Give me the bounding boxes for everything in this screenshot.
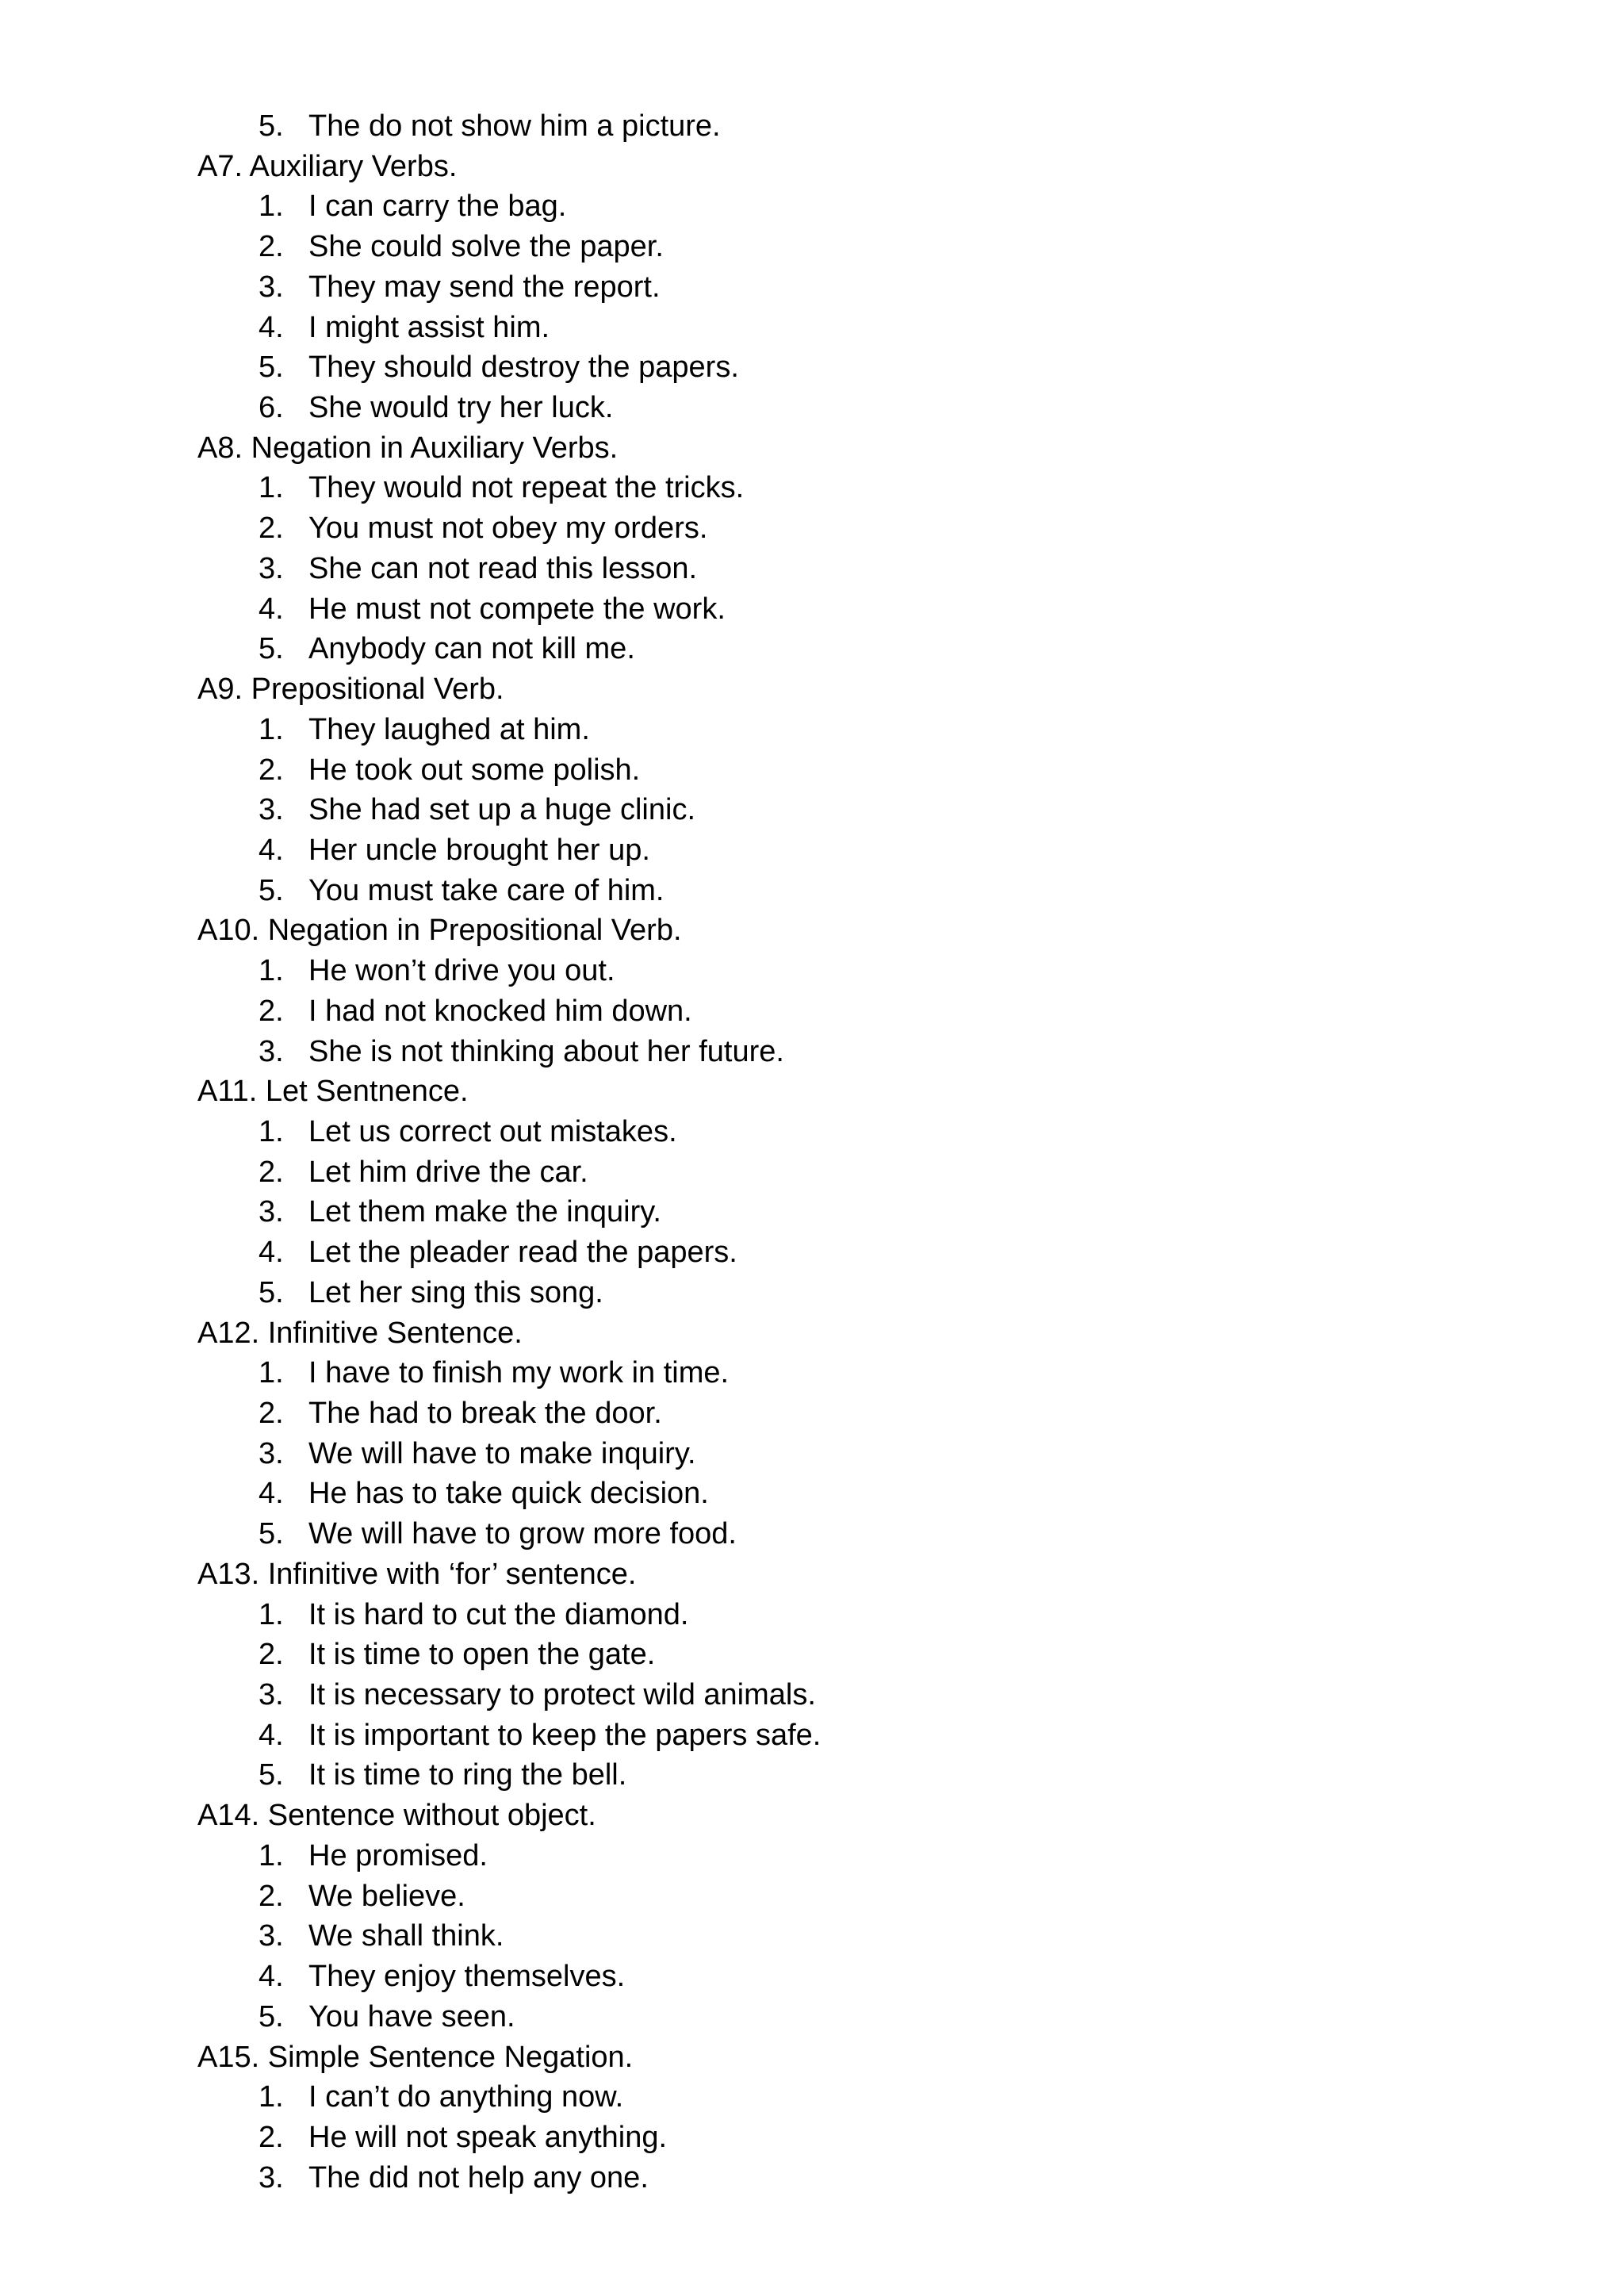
- list-item-number: 1.: [259, 1114, 284, 1148]
- list-item-number: 3.: [259, 793, 284, 827]
- list-item: [0, 1876, 1624, 1917]
- list-item-number: 2.: [259, 230, 284, 264]
- section-heading: A10. Negation in Prepositional Verb.: [197, 914, 682, 948]
- list-item-number: 2.: [259, 512, 284, 546]
- list-item-text: The had to break the door.: [308, 1397, 662, 1430]
- list-item-text: She can not read this lesson.: [308, 551, 698, 585]
- list-item-text: You must not obey my orders.: [308, 512, 708, 546]
- list-item-text: They enjoy themselves.: [308, 1960, 626, 1994]
- list-item: [0, 468, 1624, 508]
- list-item-text: Her uncle brought her up.: [308, 833, 650, 867]
- list-item: [0, 106, 1624, 147]
- section-heading: A9. Prepositional Verb.: [197, 673, 504, 707]
- list-item-number: 2.: [259, 1879, 284, 1913]
- list-item: [0, 227, 1624, 267]
- list-item: [0, 629, 1624, 669]
- list-item: [0, 388, 1624, 428]
- list-item-number: 1.: [259, 954, 284, 988]
- list-item-number: 4.: [259, 1477, 284, 1511]
- list-item: [0, 790, 1624, 830]
- list-item-number: 3.: [259, 270, 284, 304]
- list-item-number: 2.: [259, 1397, 284, 1430]
- list-item-text: He took out some polish.: [308, 753, 641, 787]
- list-item-number: 5.: [259, 632, 284, 666]
- list-item-number: 3.: [259, 1034, 284, 1068]
- list-item: [0, 710, 1624, 750]
- list-item-text: We shall think.: [308, 1919, 504, 1953]
- list-item: [0, 1715, 1624, 1756]
- list-item: [0, 1836, 1624, 1876]
- list-item-number: 1.: [259, 1838, 284, 1872]
- list-item-number: 5.: [259, 1517, 284, 1551]
- list-item-number: 3.: [259, 551, 284, 585]
- section-heading: A13. Infinitive with ‘for’ sentence.: [197, 1557, 637, 1591]
- list-item: [0, 1755, 1624, 1796]
- list-item: [0, 1997, 1624, 2037]
- section-heading: A8. Negation in Auxiliary Verbs.: [197, 431, 619, 465]
- list-item-number: 2.: [259, 994, 284, 1028]
- list-item-text: He won’t drive you out.: [308, 954, 615, 988]
- list-item-text: Anybody can not kill me.: [308, 632, 635, 666]
- list-item-text: Let him drive the car.: [308, 1155, 588, 1189]
- list-item-number: 6.: [259, 391, 284, 425]
- list-item-text: We will have to grow more food.: [308, 1517, 737, 1551]
- list-item-text: It is important to keep the papers safe.: [308, 1718, 822, 1752]
- list-item-number: 5.: [259, 1275, 284, 1309]
- list-item-number: 1.: [259, 471, 284, 505]
- list-item-text: She would try her luck.: [308, 391, 614, 425]
- list-item-number: 3.: [259, 2160, 284, 2194]
- list-item-text: I have to finish my work in time.: [308, 1356, 730, 1390]
- list-item: [0, 1514, 1624, 1554]
- list-item: [0, 589, 1624, 630]
- list-item-number: 1.: [259, 712, 284, 746]
- list-item: [0, 1675, 1624, 1715]
- list-item-number: 5.: [259, 1758, 284, 1792]
- list-item-text: He will not speak anything.: [308, 2120, 668, 2154]
- list-item-text: Let them make the inquiry.: [308, 1195, 661, 1229]
- list-item: [0, 991, 1624, 1032]
- list-item-text: I can carry the bag.: [308, 190, 567, 224]
- list-item-number: 3.: [259, 1919, 284, 1953]
- list-item: [0, 1032, 1624, 1072]
- list-item-number: 4.: [259, 592, 284, 626]
- list-item: [0, 1957, 1624, 1997]
- list-item-text: I had not knocked him down.: [308, 994, 692, 1028]
- list-item: [0, 1434, 1624, 1474]
- list-item-number: 4.: [259, 1960, 284, 1994]
- list-item-number: 5.: [259, 351, 284, 385]
- list-item: [0, 1192, 1624, 1232]
- list-item-text: We will have to make inquiry.: [308, 1436, 696, 1470]
- list-item-text: It is necessary to protect wild animals.: [308, 1678, 816, 1712]
- list-item: [0, 267, 1624, 308]
- list-item-number: 2.: [259, 1155, 284, 1189]
- list-item-number: 1.: [259, 1597, 284, 1631]
- list-item-text: I might assist him.: [308, 310, 550, 344]
- section-heading: A11. Let Sentnence.: [197, 1075, 469, 1109]
- list-item: [0, 1393, 1624, 1434]
- list-item-number: 2.: [259, 753, 284, 787]
- list-item: [0, 2077, 1624, 2118]
- list-item: [0, 508, 1624, 549]
- list-item-number: 4.: [259, 310, 284, 344]
- list-item-number: 3.: [259, 1436, 284, 1470]
- list-item-number: 5.: [259, 873, 284, 907]
- list-item-text: The did not help any one.: [308, 2160, 649, 2194]
- list-item: [0, 1353, 1624, 1393]
- list-item-number: 1.: [259, 1356, 284, 1390]
- list-item-number: 2.: [259, 2120, 284, 2154]
- list-item-text: You must take care of him.: [308, 873, 665, 907]
- list-item-text: He must not compete the work.: [308, 592, 726, 626]
- list-item-text: You have seen.: [308, 1999, 515, 2033]
- list-item: [0, 2158, 1624, 2198]
- list-item: [0, 871, 1624, 911]
- list-item: [0, 750, 1624, 791]
- list-item: [0, 1112, 1624, 1152]
- list-item: [0, 186, 1624, 227]
- list-item-text: Let the pleader read the papers.: [308, 1236, 737, 1270]
- list-item: [0, 1595, 1624, 1635]
- list-item: [0, 2118, 1624, 2158]
- list-item-number: 5.: [259, 109, 284, 143]
- list-item: [0, 347, 1624, 388]
- list-item-text: Let us correct out mistakes.: [308, 1114, 677, 1148]
- section-heading: A12. Infinitive Sentence.: [197, 1316, 523, 1350]
- list-item-text: They laughed at him.: [308, 712, 590, 746]
- list-item-number: 2.: [259, 1638, 284, 1672]
- list-item-text: It is hard to cut the diamond.: [308, 1597, 689, 1631]
- list-item-text: She is not thinking about her future.: [308, 1034, 784, 1068]
- list-item-text: I can’t do anything now.: [308, 2080, 624, 2114]
- list-item-text: It is time to open the gate.: [308, 1638, 656, 1672]
- list-item-text: The do not show him a picture.: [308, 109, 721, 143]
- list-item-text: It is time to ring the bell.: [308, 1758, 627, 1792]
- list-item: [0, 1273, 1624, 1313]
- list-item: [0, 308, 1624, 348]
- list-item-number: 4.: [259, 833, 284, 867]
- list-item: [0, 1916, 1624, 1957]
- list-item: [0, 1232, 1624, 1273]
- list-item-text: We believe.: [308, 1879, 465, 1913]
- section-heading: A15. Simple Sentence Negation.: [197, 2040, 634, 2074]
- list-item-text: He promised.: [308, 1838, 488, 1872]
- list-item-text: She had set up a huge clinic.: [308, 793, 696, 827]
- list-item-number: 1.: [259, 2080, 284, 2114]
- list-item-text: They should destroy the papers.: [308, 351, 739, 385]
- list-item-text: Let her sing this song.: [308, 1275, 603, 1309]
- list-item-number: 3.: [259, 1195, 284, 1229]
- list-item: [0, 830, 1624, 871]
- section-heading: A7. Auxiliary Verbs.: [197, 149, 458, 183]
- list-item-number: 1.: [259, 190, 284, 224]
- list-item-text: They would not repeat the tricks.: [308, 471, 745, 505]
- list-item-number: 3.: [259, 1678, 284, 1712]
- document-page: [0, 106, 1624, 2198]
- list-item-text: He has to take quick decision.: [308, 1477, 709, 1511]
- list-item-number: 4.: [259, 1718, 284, 1752]
- list-item: [0, 1152, 1624, 1193]
- list-item-number: 5.: [259, 1999, 284, 2033]
- list-item-text: They may send the report.: [308, 270, 661, 304]
- list-item: [0, 951, 1624, 991]
- list-item-number: 4.: [259, 1236, 284, 1270]
- list-item: [0, 549, 1624, 589]
- list-item-text: She could solve the paper.: [308, 230, 664, 264]
- list-item: [0, 1635, 1624, 1675]
- list-item: [0, 1474, 1624, 1514]
- section-heading: A14. Sentence without object.: [197, 1799, 596, 1833]
